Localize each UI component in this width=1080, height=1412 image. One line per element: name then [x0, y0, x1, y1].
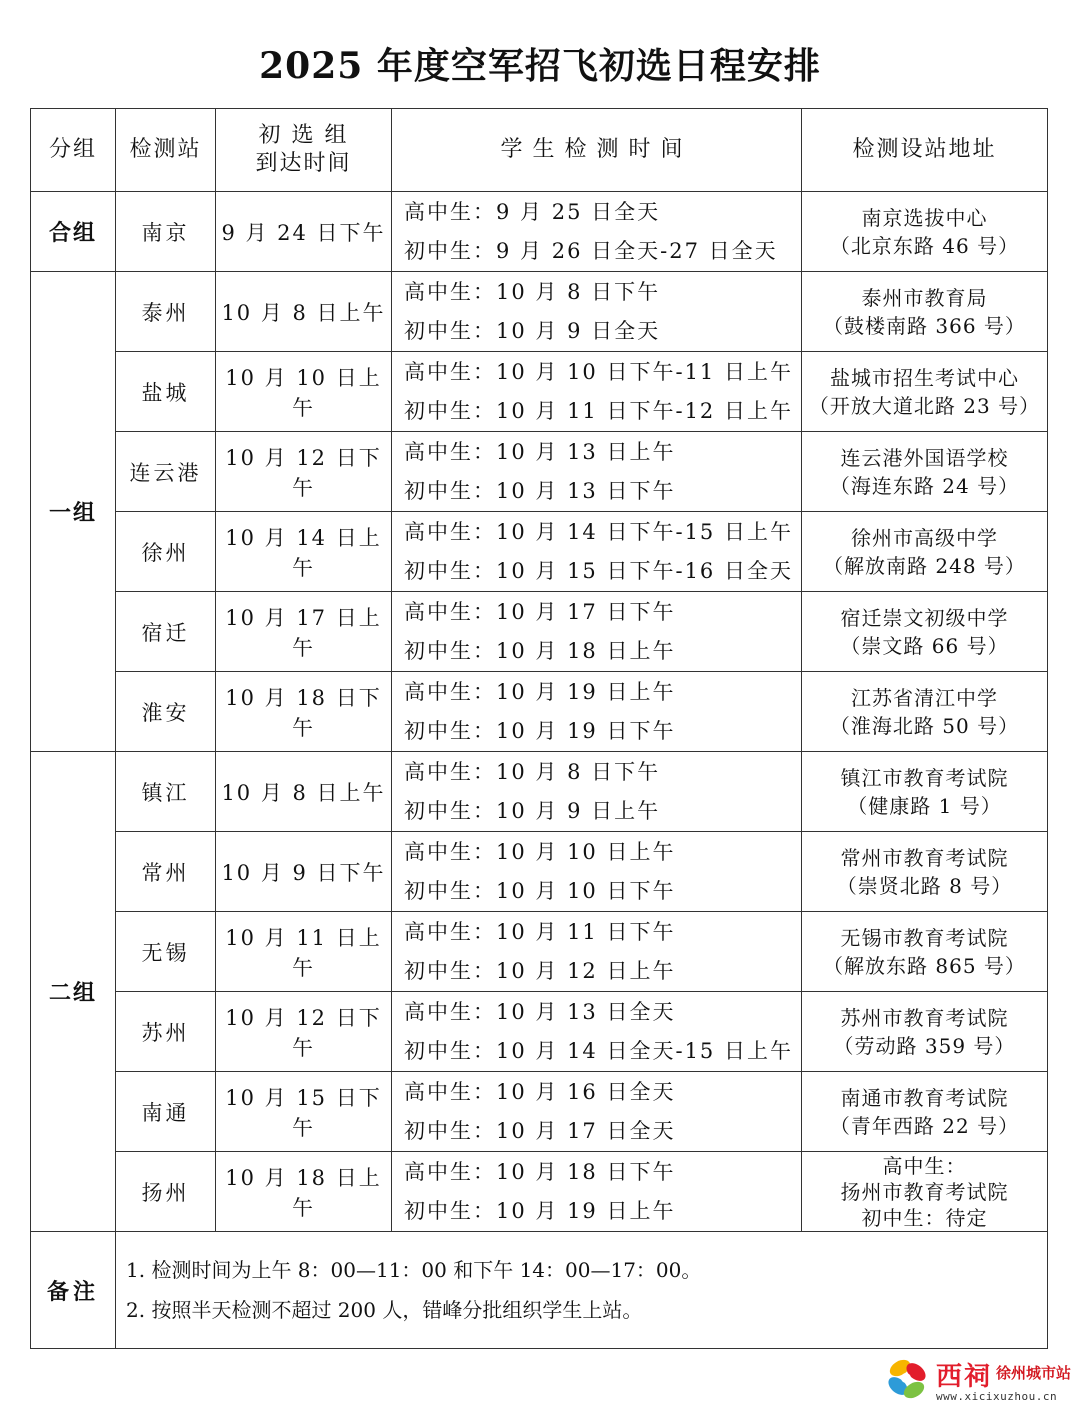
address-name: 盐城市招生考试中心	[830, 365, 1019, 390]
site-watermark	[878, 1350, 1074, 1408]
high-school-time: 高中生：10 月 18 日下午	[404, 1159, 676, 1184]
address-street: （青年西路 22 号）	[829, 1113, 1020, 1138]
station-cell: 常州	[116, 832, 216, 912]
middle-school-time: 初中生：10 月 19 日上午	[404, 1198, 676, 1223]
middle-school-time: 初中生：10 月 12 日上午	[404, 958, 676, 983]
notes-cell	[116, 1232, 1048, 1349]
times-cell	[392, 832, 802, 912]
address-street: （海连东路 24 号）	[829, 473, 1020, 498]
times-cell	[392, 992, 802, 1072]
note-line-2: 2. 按照半天检测不超过 200 人，错峰分批组织学生上站。	[126, 1298, 643, 1322]
table-row	[31, 1072, 1048, 1152]
station-cell: 宿迁	[116, 592, 216, 672]
times-cell	[392, 1152, 802, 1232]
header-row	[31, 109, 1048, 192]
address-street: （北京东路 46 号）	[829, 233, 1020, 258]
station-cell: 南京	[116, 192, 216, 272]
times-cell	[392, 512, 802, 592]
address-cell	[802, 992, 1048, 1072]
times-cell	[392, 432, 802, 512]
table-row	[31, 992, 1048, 1072]
watermark-brand: 西祠	[936, 1362, 993, 1392]
times-cell	[392, 912, 802, 992]
arrive-cell: 10 月 15 日下午	[216, 1072, 392, 1152]
station-cell: 无锡	[116, 912, 216, 992]
table-row	[31, 912, 1048, 992]
address-cell	[802, 272, 1048, 352]
times-cell	[392, 592, 802, 672]
middle-school-time: 初中生：10 月 19 日下午	[404, 718, 676, 743]
address-cell	[802, 1072, 1048, 1152]
high-school-time: 高中生：10 月 11 日下午	[404, 919, 676, 944]
address-name: 徐州市高级中学	[851, 525, 998, 550]
middle-school-time: 初中生：10 月 15 日下午-16 日全天	[404, 558, 793, 583]
station-cell: 苏州	[116, 992, 216, 1072]
arrive-cell: 9 月 24 日下午	[216, 192, 392, 272]
address-name: 泰州市教育局	[861, 285, 988, 310]
arrive-cell: 10 月 8 日上午	[216, 272, 392, 352]
times-cell	[392, 192, 802, 272]
address-cell	[802, 432, 1048, 512]
header-address: 检测设站地址	[802, 109, 1048, 192]
high-school-time: 高中生：10 月 10 日下午-11 日上午	[404, 359, 793, 384]
high-school-time: 高中生：10 月 10 日上午	[404, 839, 676, 864]
arrive-cell: 10 月 14 日上午	[216, 512, 392, 592]
middle-school-time: 初中生：10 月 9 日上午	[404, 798, 661, 823]
table-row	[31, 672, 1048, 752]
address-street: （淮海北路 50 号）	[829, 713, 1020, 738]
high-school-time: 高中生：10 月 8 日下午	[404, 279, 661, 304]
address-name: 常州市教育考试院	[840, 845, 1009, 870]
table-row	[31, 592, 1048, 672]
address-street: （劳动路 359 号）	[833, 1033, 1016, 1058]
high-school-time: 高中生：10 月 13 日上午	[404, 439, 676, 464]
times-cell	[392, 272, 802, 352]
header-arrive	[216, 109, 392, 192]
middle-school-time: 初中生：10 月 9 日全天	[404, 318, 661, 343]
address-name: 镇江市教育考试院	[840, 765, 1009, 790]
address-cell	[802, 752, 1048, 832]
times-cell	[392, 1072, 802, 1152]
schedule-table	[30, 108, 1048, 1349]
group-cell-he: 合组	[31, 192, 116, 272]
address-street: （解放南路 248 号）	[823, 553, 1026, 578]
table-row	[31, 352, 1048, 432]
arrive-cell: 10 月 8 日上午	[216, 752, 392, 832]
header-station: 检测站	[116, 109, 216, 192]
middle-school-time: 初中生：10 月 14 日全天-15 日上午	[404, 1038, 793, 1063]
address-name: 南京选拔中心	[861, 205, 988, 230]
address-street: （鼓楼南路 366 号）	[823, 313, 1026, 338]
times-cell	[392, 352, 802, 432]
arrive-cell: 10 月 11 日上午	[216, 912, 392, 992]
address-street: （解放东路 865 号）	[823, 953, 1026, 978]
address-name: 连云港外国语学校	[840, 445, 1009, 470]
station-cell: 镇江	[116, 752, 216, 832]
station-cell: 扬州	[116, 1152, 216, 1232]
address-name: 苏州市教育考试院	[840, 1005, 1009, 1030]
arrive-cell: 10 月 9 日下午	[216, 832, 392, 912]
address-cell	[802, 592, 1048, 672]
middle-school-time: 初中生：10 月 11 日下午-12 日上午	[404, 398, 793, 423]
station-cell: 泰州	[116, 272, 216, 352]
middle-school-time: 初中生：9 月 26 日全天-27 日全天	[404, 238, 778, 263]
arrive-cell: 10 月 12 日下午	[216, 432, 392, 512]
middle-school-time: 初中生：10 月 18 日上午	[404, 638, 676, 663]
address-cell	[802, 192, 1048, 272]
high-school-time: 高中生：10 月 19 日上午	[404, 679, 676, 704]
table-row	[31, 832, 1048, 912]
arrive-cell: 10 月 18 日下午	[216, 672, 392, 752]
address-name: 无锡市教育考试院	[840, 925, 1009, 950]
times-cell	[392, 752, 802, 832]
address-cell	[802, 352, 1048, 432]
header-arrive-line1: 初 选 组	[258, 123, 349, 148]
group-cell-one: 一组	[31, 272, 116, 752]
table-row	[31, 512, 1048, 592]
station-cell: 盐城	[116, 352, 216, 432]
watermark-subtitle: 徐州城市站	[996, 1364, 1072, 1382]
station-cell: 徐州	[116, 512, 216, 592]
address-cell	[802, 672, 1048, 752]
high-school-time: 高中生：10 月 8 日下午	[404, 759, 661, 784]
address-cell	[802, 512, 1048, 592]
address-high-label: 高中生：	[882, 1153, 967, 1178]
high-school-time: 高中生：10 月 13 日全天	[404, 999, 676, 1024]
note-line-1: 1. 检测时间为上午 8：00—11：00 和下午 14：00—17：00。	[126, 1258, 702, 1282]
group-cell-two: 二组	[31, 752, 116, 1232]
address-name: 江苏省清江中学	[851, 685, 998, 710]
arrive-cell: 10 月 12 日下午	[216, 992, 392, 1072]
table-row	[31, 432, 1048, 512]
arrive-cell: 10 月 10 日上午	[216, 352, 392, 432]
flower-logo-icon	[878, 1350, 934, 1406]
high-school-time: 高中生：10 月 17 日下午	[404, 599, 676, 624]
address-name: 扬州市教育考试院	[840, 1179, 1009, 1204]
times-cell	[392, 672, 802, 752]
header-group: 分组	[31, 109, 116, 192]
address-cell	[802, 912, 1048, 992]
address-street: （健康路 1 号）	[847, 793, 1002, 818]
address-name: 宿迁崇文初级中学	[840, 605, 1009, 630]
arrive-cell: 10 月 17 日上午	[216, 592, 392, 672]
high-school-time: 高中生：9 月 25 日全天	[404, 199, 661, 224]
address-street: （崇文路 66 号）	[840, 633, 1009, 658]
address-street: （崇贤北路 8 号）	[836, 873, 1013, 898]
station-cell: 淮安	[116, 672, 216, 752]
header-times: 学生检测时间	[392, 109, 802, 192]
notes-label: 备注	[31, 1232, 116, 1349]
table-row	[31, 1152, 1048, 1232]
middle-school-time: 初中生：10 月 17 日全天	[404, 1118, 676, 1143]
address-cell	[802, 832, 1048, 912]
station-cell: 连云港	[116, 432, 216, 512]
high-school-time: 高中生：10 月 16 日全天	[404, 1079, 676, 1104]
table-row	[31, 192, 1048, 272]
notes-row	[31, 1232, 1048, 1349]
address-street: （开放大道北路 23 号）	[808, 393, 1041, 418]
address-cell	[802, 1152, 1048, 1232]
arrive-cell: 10 月 18 日上午	[216, 1152, 392, 1232]
address-name: 南通市教育考试院	[840, 1085, 1009, 1110]
middle-school-time: 初中生：10 月 10 日下午	[404, 878, 676, 903]
table-row	[31, 272, 1048, 352]
watermark-url: www.xicixuzhou.cn	[936, 1390, 1058, 1403]
table-row	[31, 752, 1048, 832]
middle-school-time: 初中生：10 月 13 日下午	[404, 478, 676, 503]
station-cell: 南通	[116, 1072, 216, 1152]
page-title: 2025 年度空军招飞初选日程安排	[259, 45, 821, 87]
address-middle-pending: 初中生：待定	[861, 1205, 988, 1230]
high-school-time: 高中生：10 月 14 日下午-15 日上午	[404, 519, 793, 544]
header-arrive-line2: 到达时间	[255, 151, 352, 176]
